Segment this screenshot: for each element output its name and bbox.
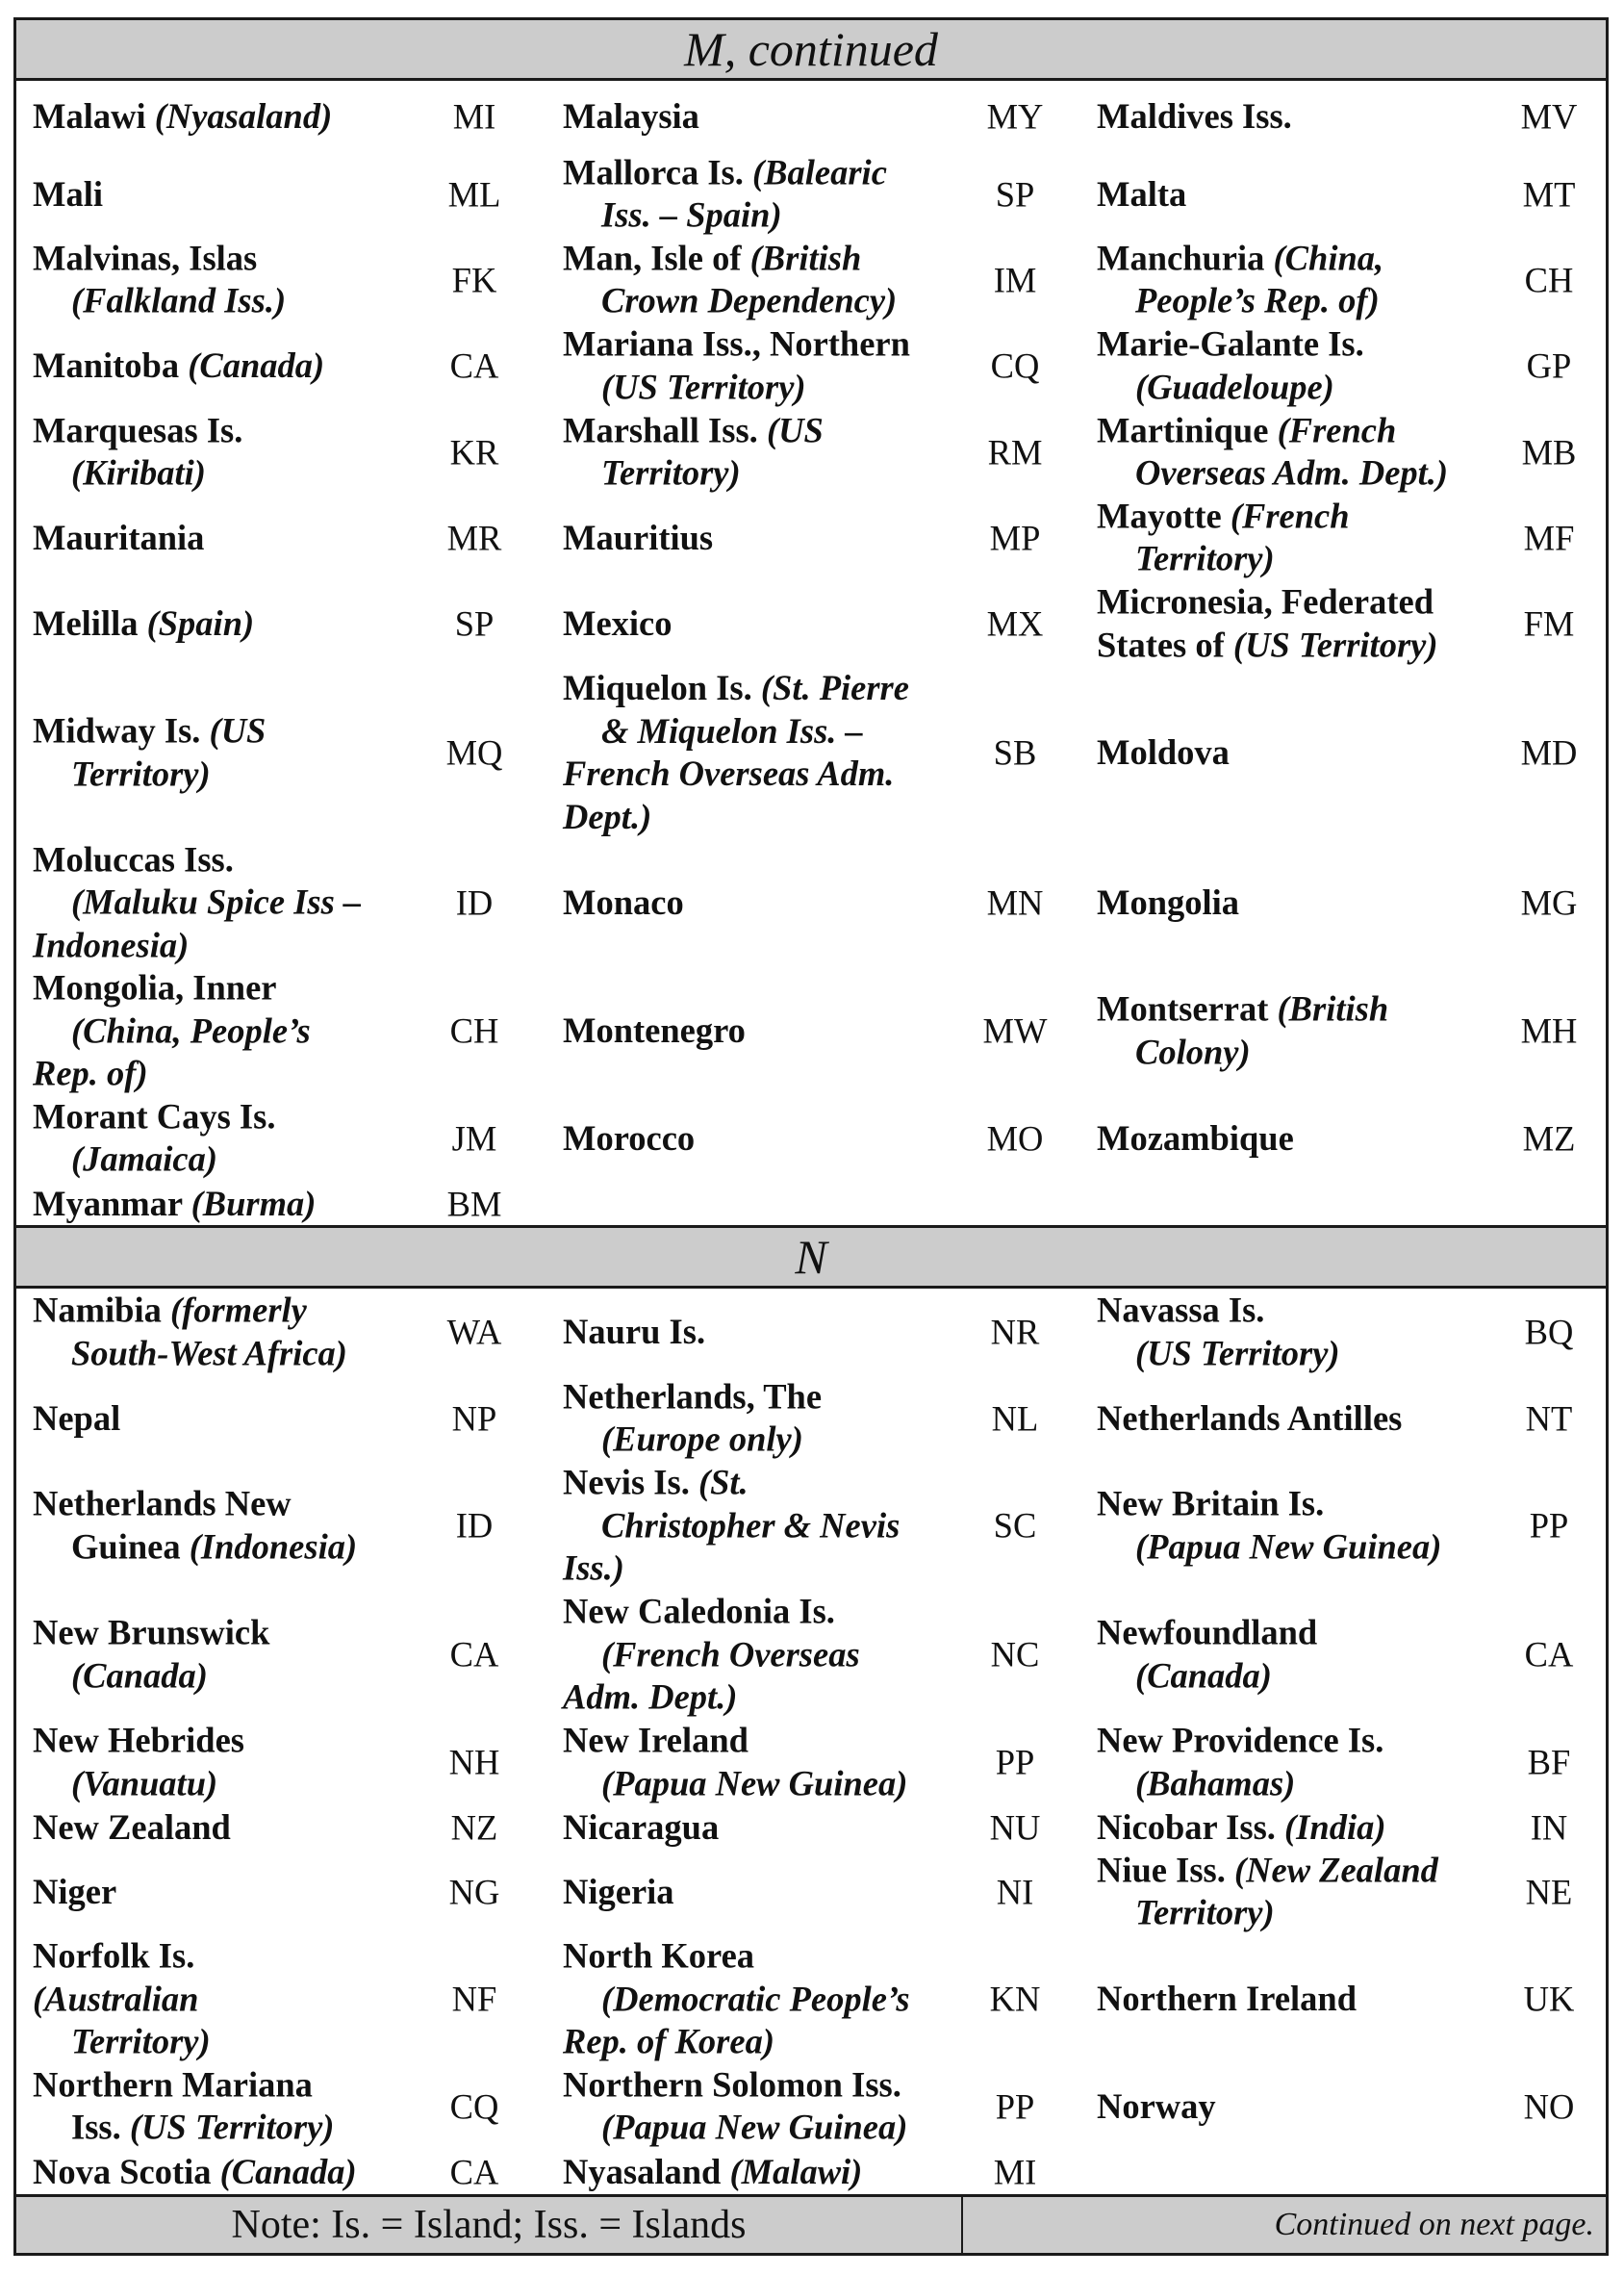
qualifier-text: (Australian (33, 1978, 199, 2018)
name-text: Midway Is. (33, 710, 210, 751)
country-code: PP (995, 1742, 1035, 1782)
country-code: NP (451, 1398, 497, 1438)
section-heading-n (13, 1225, 1609, 1289)
place-name-nepal (33, 1396, 437, 1440)
qualifier-text: (Europe only) (601, 1419, 803, 1459)
name-text: Northern Solomon Iss. (563, 2064, 901, 2104)
place-name-montserrat (1097, 988, 1520, 1074)
place-name-new-brunswick (33, 1612, 437, 1698)
qualifier-text: People’s Rep. of) (1135, 280, 1380, 320)
place-name-nyasaland (563, 2150, 986, 2193)
name-text: Namibia (33, 1290, 170, 1330)
country-code: RM (987, 432, 1043, 472)
name-text: Guinea (71, 1526, 190, 1566)
name-text: Nevis Is. (563, 1462, 698, 1502)
country-code: NZ (450, 1807, 498, 1847)
name-text: Mauritius (563, 517, 714, 557)
country-code: MY (986, 96, 1044, 136)
qualifier-text: (New Zealand (1234, 1850, 1438, 1889)
country-code: IM (993, 260, 1037, 299)
name-text: New Providence Is. (1097, 1720, 1384, 1760)
country-code: CA (1524, 1634, 1574, 1674)
name-text: New Britain Is. (1097, 1483, 1325, 1523)
name-text: Manitoba (33, 345, 180, 385)
name-text: Mali (33, 173, 103, 214)
country-code: MQ (445, 732, 503, 773)
qualifier-text: South-West Africa) (71, 1333, 347, 1372)
place-name-mali (33, 172, 437, 216)
place-name-manitoba (33, 345, 437, 388)
name-text: Manchuria (1097, 238, 1274, 277)
country-code: MX (986, 603, 1044, 644)
place-name-marquesas-is (33, 409, 437, 495)
place-name-monaco (563, 881, 986, 924)
country-code: FK (451, 260, 497, 299)
name-text: Nicaragua (563, 1806, 720, 1847)
country-code: NL (991, 1398, 1039, 1438)
qualifier-text: (US (209, 710, 266, 751)
qualifier-text: (Kiribati) (71, 452, 206, 493)
name-text: Melilla (33, 602, 139, 643)
qualifier-text: (French Overseas (601, 1633, 860, 1674)
table-row (16, 1461, 1606, 1590)
qualifier-text: Christopher & Nevis (601, 1504, 901, 1545)
name-text: New Brunswick (33, 1612, 270, 1652)
table-row (16, 1095, 1606, 1181)
place-name-norway (1097, 2084, 1520, 2128)
country-code: MZ (1522, 1118, 1576, 1158)
qualifier-text: Indonesia) (33, 924, 190, 964)
country-code: ML (447, 174, 501, 214)
table-row (16, 1590, 1606, 1719)
place-name-morocco (563, 1116, 986, 1160)
qualifier-text: (Democratic People’s (601, 1978, 910, 2018)
place-name-man-isle-of (563, 237, 986, 322)
country-code: MB (1521, 432, 1577, 472)
section-heading-text: N (795, 1230, 827, 1284)
country-code: BF (1527, 1742, 1571, 1782)
qualifier-text: Rep. of) (33, 1053, 148, 1093)
country-code: CH (449, 1010, 499, 1051)
table-row (16, 966, 1606, 1095)
country-code: ID (455, 882, 494, 922)
country-code: CA (449, 1634, 499, 1674)
qualifier-text: Adm. Dept.) (563, 1676, 738, 1717)
place-name-new-zealand (33, 1805, 437, 1849)
name-text: Malawi (33, 95, 146, 136)
table-footer (13, 2194, 1609, 2256)
place-name-miquelon-is (563, 667, 986, 838)
name-text: New Caledonia Is. (563, 1591, 835, 1631)
name-text: Miquelon Is. (563, 668, 761, 707)
qualifier-text: Rep. of Korea) (563, 2021, 774, 2061)
qualifier-text: Territory) (1135, 538, 1275, 578)
name-text: Nova Scotia (33, 2151, 212, 2191)
place-name-morant-cays-is (33, 1095, 437, 1181)
qualifier-text: (formerly (169, 1290, 307, 1330)
qualifier-text: (British (749, 238, 862, 277)
qualifier-text: (Burma) (190, 1183, 317, 1223)
name-text: Myanmar (33, 1183, 183, 1223)
qualifier-text: (French (1230, 496, 1350, 535)
country-code: NG (448, 1872, 500, 1911)
place-name-myanmar (33, 1183, 437, 1226)
name-text: Newfoundland (1097, 1612, 1318, 1652)
qualifier-text: Territory) (71, 754, 211, 793)
table-row (16, 580, 1606, 667)
qualifier-text: Dept.) (563, 796, 652, 836)
country-code: PP (1529, 1505, 1569, 1546)
name-text: Mozambique (1097, 1117, 1294, 1158)
name-text: Mallorca Is. (563, 152, 753, 192)
country-code: NI (996, 1872, 1034, 1911)
name-text: Morocco (563, 1117, 696, 1158)
place-name-new-providence-is (1097, 1720, 1520, 1805)
qualifier-text: (Bahamas) (1135, 1763, 1296, 1802)
qualifier-text: Territory) (71, 2021, 211, 2061)
name-text: Netherlands New (33, 1483, 292, 1523)
table-row (16, 1181, 1606, 1227)
name-text: Nyasaland (563, 2151, 722, 2191)
country-code: SP (454, 603, 495, 644)
place-name-montenegro (563, 1010, 986, 1053)
name-text: Maldives Iss. (1097, 95, 1292, 136)
country-code: SC (993, 1505, 1037, 1546)
place-name-new-caledonia-is (563, 1590, 986, 1719)
country-code: MW (982, 1010, 1048, 1051)
name-text: North Korea (563, 1935, 755, 1976)
place-name-niger (33, 1870, 437, 1913)
country-code: PP (995, 2086, 1035, 2126)
name-text: Moluccas Iss. (33, 838, 234, 879)
country-code: ID (455, 1505, 494, 1546)
place-name-norfolk-is (33, 1934, 437, 2063)
qualifier-text: (US Territory) (1135, 1333, 1340, 1372)
qualifier-text: Territory) (1135, 1892, 1275, 1932)
qualifier-text: (US (766, 410, 824, 449)
name-text: Norway (1097, 2085, 1216, 2126)
name-text: Mayotte (1097, 496, 1231, 535)
name-text: Malaysia (563, 95, 699, 136)
place-name-northern-solomon-iss (563, 2063, 986, 2149)
name-text: Montserrat (1097, 988, 1278, 1029)
place-name-nigeria (563, 1870, 986, 1913)
qualifier-text: Colony) (1135, 1032, 1251, 1071)
place-name-new-britain-is (1097, 1483, 1520, 1569)
country-code: NT (1525, 1398, 1573, 1438)
name-text: Netherlands, The (563, 1376, 823, 1416)
qualifier-text: Iss.) (563, 1547, 624, 1588)
country-code: BM (446, 1184, 502, 1224)
place-name-maldives-iss (1097, 94, 1520, 138)
country-code: MR (446, 518, 502, 557)
name-text: Mongolia (1097, 882, 1240, 922)
qualifier-text: (Indonesia) (189, 1526, 358, 1566)
qualifier-text: Crown Dependency) (601, 280, 898, 320)
table-row (16, 81, 1606, 151)
country-code: NU (989, 1807, 1041, 1847)
qualifier-text: (China, People’s (71, 1010, 311, 1050)
country-code: MF (1523, 518, 1575, 557)
name-text: Moldova (1097, 731, 1230, 772)
place-name-mallorca-is (563, 151, 986, 237)
name-text: Navassa Is. (1097, 1290, 1265, 1330)
qualifier-text: (Malawi) (729, 2151, 863, 2191)
country-code: CQ (990, 345, 1040, 386)
qualifier-text: & Miquelon Iss. – (601, 710, 863, 751)
qualifier-text: (Papua New Guinea) (601, 2107, 908, 2147)
place-name-nauru-is (563, 1311, 986, 1354)
name-text: Iss. (71, 2107, 130, 2147)
qualifier-text: (Papua New Guinea) (1135, 1526, 1442, 1566)
qualifier-text: (Guadeloupe) (1135, 367, 1334, 406)
table-row (16, 838, 1606, 966)
name-text: States of (1097, 625, 1233, 664)
table-row (16, 1934, 1606, 2063)
country-code: BQ (1524, 1312, 1574, 1352)
place-name-netherlands-new-guinea (33, 1483, 437, 1569)
place-name-malvinas-islas (33, 237, 437, 322)
table-row (16, 1289, 1606, 1375)
country-code: MP (989, 518, 1041, 557)
name-text: Man, Isle of (563, 238, 750, 277)
country-code: SB (993, 732, 1037, 773)
name-text: Norfolk Is. (33, 1935, 195, 1976)
table-row (16, 1719, 1606, 1805)
country-code: CQ (449, 2086, 499, 2126)
name-text: New Hebrides (33, 1720, 244, 1760)
footer-divider (961, 2197, 963, 2253)
table-row (16, 2063, 1606, 2149)
place-name-niue-iss (1097, 1849, 1520, 1934)
qualifier-text: (St. Pierre (760, 668, 909, 707)
place-name-netherlands-antilles (1097, 1396, 1520, 1440)
place-name-nova-scotia (33, 2150, 437, 2193)
place-name-mauritius (563, 516, 986, 559)
place-name-mozambique (1097, 1116, 1520, 1160)
table-row (16, 322, 1606, 409)
name-text: Monaco (563, 882, 684, 922)
place-name-northern-ireland (1097, 1978, 1520, 2021)
name-text: Mongolia, Inner (33, 967, 277, 1008)
qualifier-text: Territory) (601, 452, 741, 493)
qualifier-text: (Canada) (1135, 1655, 1272, 1695)
country-code: KR (449, 432, 499, 472)
country-code: GP (1526, 345, 1572, 386)
place-name-northern-mariana-iss (33, 2063, 437, 2149)
name-text: Niue Iss. (1097, 1850, 1234, 1889)
place-name-namibia (33, 1290, 437, 1375)
place-name-new-ireland (563, 1720, 986, 1805)
country-code: JM (451, 1118, 497, 1158)
qualifier-text: (Jamaica) (71, 1138, 218, 1179)
country-code: MH (1520, 1010, 1578, 1051)
qualifier-text: (Vanuatu) (71, 1763, 218, 1802)
country-code: MV (1520, 96, 1578, 136)
qualifier-text: (US Territory) (129, 2107, 335, 2147)
name-text: Mexico (563, 602, 672, 643)
country-code: UK (1523, 1979, 1575, 2019)
place-name-new-hebrides (33, 1720, 437, 1805)
qualifier-text: French Overseas Adm. (563, 754, 895, 793)
qualifier-text: Iss. – Spain) (601, 194, 782, 235)
place-name-mariana-iss-northern (563, 323, 986, 409)
country-code: MI (452, 96, 496, 136)
place-name-manchuria (1097, 237, 1520, 322)
name-text: Malta (1097, 173, 1187, 214)
table-row (16, 237, 1606, 322)
qualifier-text: (French (1277, 410, 1397, 449)
name-text: Malvinas, Islas (33, 238, 258, 277)
qualifier-text: (Papua New Guinea) (601, 1763, 908, 1802)
place-name-martinique (1097, 409, 1520, 495)
country-code: NO (1523, 2086, 1575, 2126)
name-text: Nigeria (563, 1871, 674, 1911)
country-code: CA (449, 345, 499, 386)
country-code: MD (1520, 732, 1578, 773)
place-name-newfoundland (1097, 1612, 1520, 1698)
country-code: MG (1520, 882, 1578, 922)
name-text: Marquesas Is. (33, 410, 243, 449)
country-code: SP (995, 174, 1035, 214)
name-text: Montenegro (563, 1010, 746, 1050)
country-code: NH (448, 1742, 500, 1782)
name-text: Morant Cays Is. (33, 1096, 276, 1136)
place-name-netherlands-the (563, 1375, 986, 1461)
qualifier-text: (Falkland Iss.) (71, 280, 287, 320)
place-name-midway-is (33, 710, 437, 796)
qualifier-text: (St. (698, 1462, 749, 1502)
country-code: WA (446, 1312, 502, 1352)
name-text: Mariana Iss., Northern (563, 323, 910, 364)
country-code: MT (1522, 174, 1576, 214)
place-name-mauritania (33, 516, 437, 559)
country-code: CA (449, 2152, 499, 2191)
qualifier-text: (Maluku Spice Iss – (71, 882, 362, 922)
qualifier-text: Overseas Adm. Dept.) (1135, 452, 1449, 493)
table-row (16, 1805, 1606, 1849)
place-name-malta (1097, 172, 1520, 216)
name-text: Mauritania (33, 517, 205, 557)
place-name-north-korea (563, 1934, 986, 2063)
name-text: Niger (33, 1871, 117, 1911)
place-name-malawi (33, 94, 437, 138)
table-row (16, 409, 1606, 495)
table-row (16, 2149, 1606, 2194)
country-code: NE (1525, 1872, 1573, 1911)
country-code: MI (993, 2152, 1037, 2191)
country-code: CH (1524, 260, 1574, 299)
table-row (16, 495, 1606, 580)
place-name-mayotte (1097, 495, 1520, 580)
section-heading-m (13, 17, 1609, 81)
name-text: Nepal (33, 1397, 121, 1438)
name-text: Marie-Galante Is. (1097, 323, 1364, 364)
qualifier-text: (Canada) (188, 345, 325, 385)
table-row (16, 667, 1606, 838)
place-name-marshall-iss (563, 409, 986, 495)
country-code: KN (989, 1979, 1041, 2019)
qualifier-text: (Spain) (146, 602, 255, 643)
place-name-nicobar-iss (1097, 1805, 1520, 1849)
qualifier-text: (British (1277, 988, 1389, 1029)
continued-note: Continued on next page. (1274, 2207, 1594, 2242)
qualifier-text: (US Territory) (1232, 625, 1438, 664)
name-text: Netherlands Antilles (1097, 1397, 1403, 1438)
country-code: NC (990, 1634, 1040, 1674)
country-code: IN (1530, 1807, 1568, 1847)
country-code: MO (986, 1118, 1044, 1158)
place-name-mongolia-inner (33, 966, 437, 1095)
place-name-mongolia (1097, 881, 1520, 924)
name-text: New Ireland (563, 1720, 749, 1760)
place-name-nicaragua (563, 1805, 986, 1849)
table-row (16, 1849, 1606, 1934)
abbreviation-note: Note: Is. = Island; Iss. = Islands (231, 2203, 747, 2247)
country-code: MN (986, 882, 1044, 922)
table-row (16, 1375, 1606, 1461)
name-text: Nauru Is. (563, 1311, 706, 1351)
section-heading-text: M, continued (684, 22, 938, 76)
table-row (16, 151, 1606, 237)
place-name-mexico (563, 602, 986, 646)
place-name-malaysia (563, 94, 986, 138)
place-name-nevis-is (563, 1461, 986, 1590)
place-name-navassa-is (1097, 1290, 1520, 1375)
name-text: Micronesia, Federated (1097, 581, 1434, 622)
place-name-moldova (1097, 731, 1520, 775)
name-text: Martinique (1097, 410, 1278, 449)
qualifier-text: (US Territory) (601, 367, 806, 406)
place-name-marie-galante-is (1097, 323, 1520, 409)
qualifier-text: (Canada) (71, 1655, 208, 1695)
qualifier-text: (Canada) (219, 2151, 357, 2191)
qualifier-text: (Nyasaland) (154, 95, 333, 136)
place-name-melilla (33, 602, 437, 646)
country-code: FM (1523, 603, 1575, 644)
name-text: Northern Mariana (33, 2064, 313, 2104)
qualifier-text: (China, (1273, 238, 1384, 277)
qualifier-text: (India) (1284, 1806, 1386, 1847)
name-text: Northern Ireland (1097, 1978, 1358, 2018)
place-name-micronesia-federated-states-of (1097, 581, 1520, 667)
name-text: Marshall Iss. (563, 410, 767, 449)
name-text: New Zealand (33, 1806, 231, 1847)
country-code: NF (451, 1979, 497, 2019)
name-text: Nicobar Iss. (1097, 1806, 1276, 1847)
place-name-moluccas-iss (33, 838, 437, 967)
qualifier-text: (Balearic (752, 152, 887, 192)
country-code: NR (990, 1312, 1040, 1352)
